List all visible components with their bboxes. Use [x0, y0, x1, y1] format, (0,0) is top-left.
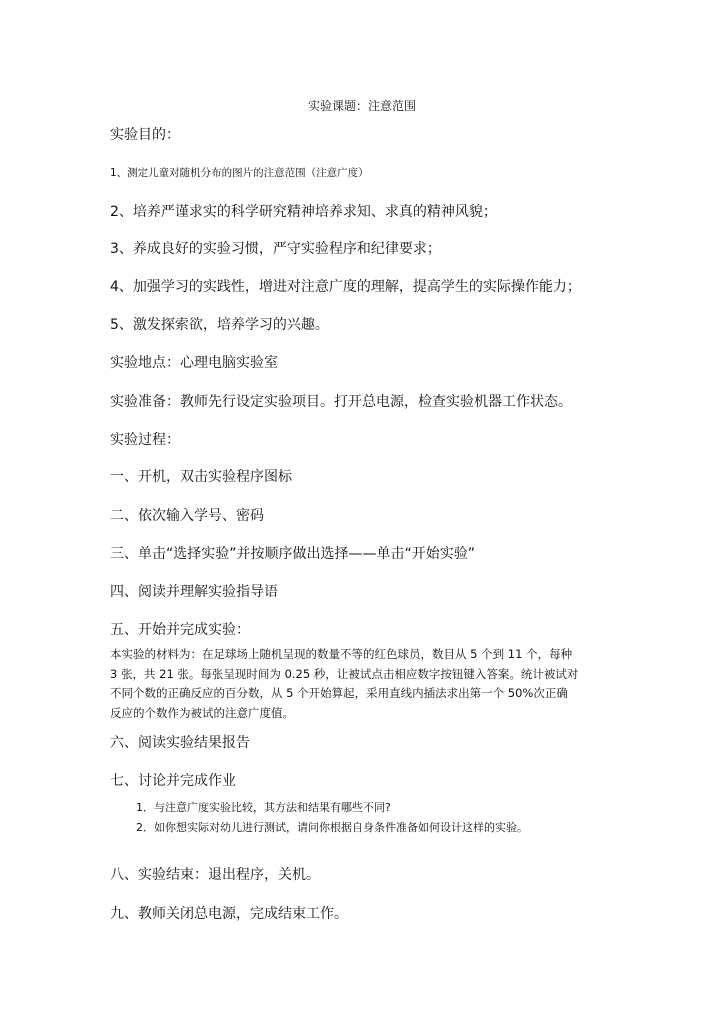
process-heading: 实验过程： [110, 432, 180, 448]
preparation-line: 实验准备：教师先行设定实验项目。打开总电源，检查实验机器工作状态。 [110, 394, 572, 410]
step-3: 三、单击“选择实验”并按顺序做出选择——单击“开始实验” [110, 546, 476, 562]
objective-item-3: 3、养成良好的实验习惯，严守实验程序和纪律要求； [110, 241, 441, 257]
step-6: 六、阅读实验结果报告 [110, 735, 250, 751]
material-line-3: 不同个数的正确反应的百分数，从 5 个开始算起，采用直线内插法求出第一个 50%次正确 [110, 686, 568, 700]
step-7: 七、讨论并完成作业 [110, 773, 236, 789]
material-line-1: 本实验的材料为：在足球场上随机呈现的数量不等的红色球员，数目从 5 个到 11 个，每种 [110, 647, 573, 661]
objective-item-4: 4、加强学习的实践性，增进对注意广度的理解，提高学生的实际操作能力； [110, 279, 581, 295]
material-paragraph [110, 645, 616, 723]
step-5: 五、开始并完成实验： [110, 622, 250, 638]
material-line-4: 反应的个数作为被试的注意广度值。 [110, 705, 294, 720]
step-2: 二、依次输入学号、密码 [110, 508, 264, 524]
objective-item-5: 5、激发探索欲，培养学习的兴趣。 [110, 317, 329, 333]
homework-item-1: 1．与注意广度实验比较，其方法和结果有哪些不同? [136, 801, 391, 814]
step-9: 九、教师关闭总电源，完成结束工作。 [110, 906, 348, 922]
material-line-2: 3 张，共 21 张。每张呈现时间为 0.25 秒，让被试点击相应数字按钮键入答案。统计被试对 [110, 666, 579, 681]
document-title: 实验课题：注意范围 [307, 99, 416, 113]
step-4: 四、阅读并理解实验指导语 [110, 584, 278, 600]
objective-heading: 实验目的： [110, 127, 180, 143]
location-line: 实验地点：心理电脑实验室 [110, 355, 278, 371]
step-1: 一、开机，双击实验程序图标 [110, 469, 292, 485]
objective-item-2: 2、培养严谨求实的科学研究精神培养求知、求真的精神风貌； [110, 204, 497, 220]
homework-item-2: 2．如你想实际对幼儿进行测试，请问你根据自身条件准备如何设计这样的实验。 [136, 821, 528, 834]
objective-item-1: 1、测定儿童对随机分布的图片的注意范围（注意广度） [110, 167, 369, 179]
step-8: 八、实验结束：退出程序，关机。 [110, 867, 320, 883]
